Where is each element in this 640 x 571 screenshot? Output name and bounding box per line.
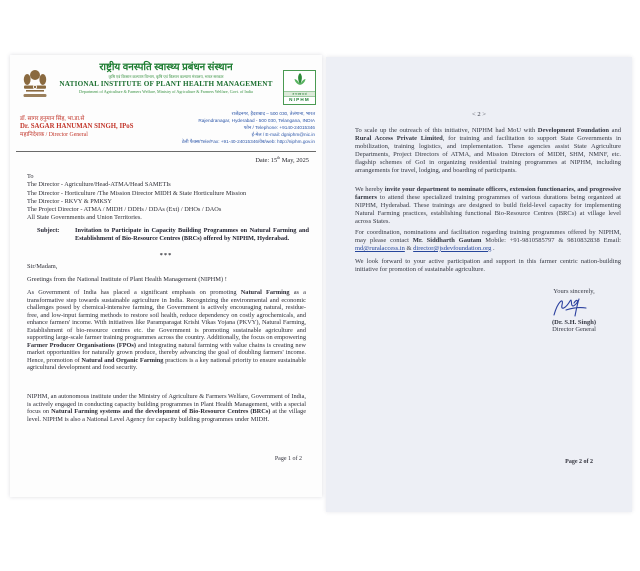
contact-block — [182, 110, 315, 145]
recipient-line: To — [27, 173, 34, 180]
department-subtitle-english: Department of Agriculture & Farmers Welfare, Ministry of Agriculture & Farmers Welfare, Govt. of India — [79, 89, 253, 94]
letter-date: Date: 15th May, 2025 — [255, 156, 309, 165]
subject-block — [37, 227, 309, 243]
body-paragraph-4: We hereby invite your department to nominate officers, extension functionaries, and progressive farmers to attend these specialized training programmes of various durations being organized at NIPHM, Hyderabad. These trainings are designed to build field-level capacity for implementing Natural Farming practices, establishing functional Bio-Resource Centres (BRCs) at village level across States. — [355, 186, 622, 225]
signatory-designation: Director General — [552, 326, 596, 333]
director-general-block — [20, 115, 133, 139]
niphm-logo-text: NIPHM — [284, 96, 315, 103]
institute-title-english: NATIONAL INSTITUTE OF PLANT HEALTH MANAGEMENT — [59, 80, 273, 88]
niphm-logo-hindi-text: रा व स्वा प्र सं — [284, 91, 315, 96]
separator-stars: *** — [159, 252, 173, 259]
dg-name-english: Dr. SAGAR HANUMAN SINGH, IPoS — [20, 123, 134, 130]
body-paragraph-5: For coordination, nominations and facilitation regarding training programmes offered by NIPHM, may please contact Mr. Siddharth Gautam Mobile: +91-9810585797 & 9810832838 Email: md@ruralaccess.in & director@jsdevfoundation.org . — [355, 229, 621, 252]
department-subtitle-hindi: कृषि एवं किसान कल्याण विभाग, कृषि एवं किसान कल्याण मंत्रालय, भारत सरकार — [108, 74, 224, 79]
salutation: Sir/Madam, — [27, 263, 58, 270]
telephone-line: फोन / Telephone: +9140-24015346 — [243, 125, 315, 130]
letter-page-2 — [326, 57, 632, 512]
subject-label: Subject: — [37, 227, 60, 234]
niphm-logo — [283, 70, 316, 105]
signature-block — [528, 288, 620, 333]
signatory-name: (Dr. S.H. Singh) — [551, 319, 596, 326]
recipient-block — [27, 173, 246, 223]
page-2-footer: Page 2 of 2 — [565, 459, 593, 465]
address-hindi: राजेंद्रनगर, हैदराबाद – 500 030, तेलंगाना, भारत — [231, 111, 315, 116]
recipient-line: All State Governments and Union Territories. — [27, 214, 142, 222]
address-english: Rajendranagar, Hyderabad - 500 030, Telangana, INDIA — [198, 118, 315, 123]
page-1-footer: Page 1 of 2 — [274, 456, 302, 462]
dg-name-hindi: डॉ. सागर हनुमान सिंह, भा.डा.से — [20, 116, 85, 122]
recipient-line: The Director - Agriculture/Head-ATMA/Head SAMETIs — [27, 181, 171, 189]
telefax-line: टेली फैक्स/Tele/Fax: +91-40-24015346/वेब/web: http://niphm.gov.in — [181, 139, 315, 144]
ashoka-emblem-icon — [21, 67, 49, 112]
subject-text: Invitation to Participate in Capacity Building Programmes on Natural Farming and Establishment of Bio-Resource Centres (BRCs) offered by NIPHM, Hyderabad. — [75, 227, 309, 243]
letterhead-title-block — [52, 62, 280, 94]
body-paragraph-1: As Government of India has placed a significant emphasis on promoting Natural Farming as a transformative step towards sustainable agriculture in India. Recognizing the environmental and economic challenges posed by chemical-intensive farming, the Government is actively encouraging natural, residue-free, and low-input farming methods to restore soil health, reduce dependency on costly agrochemicals, and enhance farmers' income. With initiatives like Paramparagat Krishi Vikas Yojana (PKVY), Natural Farming, Establishment of bio-resource centres etc. the Government is promoting sustainable agriculture and supporting large-scale farmer training programmes across the country. Additionally, the focus on empowering Farmer Producer Organisations (FPOs) and integrating natural farming with value chains is creating new market opportunities for naturally grown produce, thereby advancing the goal of doubling farmers' income. Hence, promotion of Natural and Organic Farming practices is a key national priority to ensure sustainable agricultural development and food security. — [27, 289, 306, 372]
handwritten-signature — [528, 295, 620, 319]
body-paragraph-6: We look forward to your active participation and support in this farmer centric nation-building initiative for promotion of sustainable agriculture. — [355, 258, 621, 273]
header-divider — [16, 151, 316, 152]
recipient-line: The Project Director - ATMA / MIDH / DDHs / DDAs (Ext) / DHOs / DAOs — [27, 206, 222, 214]
body-paragraph-2: NIPHM, an autonomous institute under the Ministry of Agriculture & Farmers Welfare, Government of India, is actively engaged in conducting capacity building programmes in Plant Health Management, with a special focus on Natural Farming systems and the development of Bio-Resource Centres (BRCs) at the village level. NIPHM is also a National Level Agency for capacity building programmes under MIDH. — [27, 393, 307, 423]
recipient-line: The Director - RKVY & PMKSY — [27, 197, 112, 205]
dg-designation: महानिदेशक / Director General — [20, 132, 88, 138]
email-line: ई-मेल / E-mail: dgniphm@nic.in — [251, 132, 315, 137]
closing-line: Yours sincerely, — [553, 288, 595, 295]
greeting-line: Greetings from the National Institute of Plant Health Management (NIPHM) ! — [27, 276, 227, 283]
page-2-marker: < 2 > — [471, 111, 487, 118]
leaf-icon — [293, 73, 307, 90]
recipient-line: The Director - Horticulture /The Mission Director MIDH & State Horticulture Mission — [27, 189, 247, 197]
letter-page-1 — [10, 55, 322, 497]
institute-title-hindi: राष्ट्रीय वनस्पति स्वास्थ्य प्रबंधन संस्थान — [99, 62, 233, 73]
body-paragraph-3: To scale up the outreach of this initiative, NIPHM had MoU with Development Foundation and Rural Access Private Limited, for training and facilitation to support State Governments in mobilization, training logistics, and implementation. These agencies assist State Agriculture Departments, Project Directors of ATMA, and Mission Directors of MIDH, SHM, NMNF, etc. flagship schemes of GoI in organizing residential training programmes at NIPHM, including arrangements for travel, lodging, and boarding of participants. — [355, 127, 622, 174]
